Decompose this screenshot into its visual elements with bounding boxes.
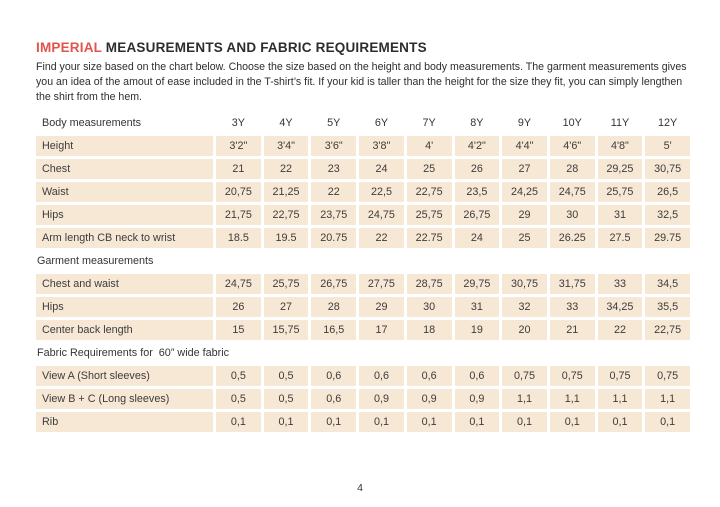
value-cell: 25,75 <box>598 182 643 202</box>
value-cell: 19.5 <box>264 228 309 248</box>
row-label: Rib <box>36 412 213 432</box>
value-cell: 5' <box>645 136 690 156</box>
value-cell: 29,25 <box>598 159 643 179</box>
row-label: Arm length CB neck to wrist <box>36 228 213 248</box>
value-cell: 35,5 <box>645 297 690 317</box>
value-cell: 0,9 <box>407 389 452 409</box>
row-label: Hips <box>36 297 213 317</box>
value-cell: 4'8" <box>598 136 643 156</box>
value-cell: 30 <box>407 297 452 317</box>
value-cell: 21 <box>216 159 261 179</box>
value-cell: 33 <box>598 274 643 294</box>
value-cell: 20,75 <box>216 182 261 202</box>
value-cell: 0,75 <box>645 366 690 386</box>
value-cell: 22.75 <box>407 228 452 248</box>
size-column-header: 9Y <box>517 117 532 129</box>
row-label: Waist <box>36 182 213 202</box>
value-cell: 0,1 <box>598 412 643 432</box>
value-cell: 25 <box>407 159 452 179</box>
value-cell: 21 <box>550 320 595 340</box>
value-cell: 34,5 <box>645 274 690 294</box>
value-cell: 26,75 <box>311 274 356 294</box>
value-cell: 26 <box>216 297 261 317</box>
value-cell: 23,5 <box>455 182 500 202</box>
row-label: Chest and waist <box>36 274 213 294</box>
value-cell: 22,75 <box>645 320 690 340</box>
size-column-header: 11Y <box>610 117 630 129</box>
section-header: Fabric Requirements for 60” wide fabric <box>37 347 230 359</box>
column-header-label: Body measurements <box>42 117 142 129</box>
value-cell: 0,9 <box>359 389 404 409</box>
value-cell: 0,75 <box>502 366 547 386</box>
value-cell: 0,6 <box>455 366 500 386</box>
value-cell: 3'8" <box>359 136 404 156</box>
value-cell: 0,75 <box>550 366 595 386</box>
value-cell: 32 <box>502 297 547 317</box>
row-label: View A (Short sleeves) <box>36 366 213 386</box>
row-label: Height <box>36 136 213 156</box>
value-cell: 26,5 <box>645 182 690 202</box>
value-cell: 23,75 <box>311 205 356 225</box>
size-column-header: 5Y <box>327 117 341 129</box>
row-label: Center back length <box>36 320 213 340</box>
intro-paragraph: Find your size based on the chart below. Choose the size based on the height and body measurements. The garment measurements gives you an idea of the amout of ease included in the T-shirt’s fit. If your kid is taller than the height for the size they fit, you can simply lengthen the shirt from the hem. <box>36 61 687 103</box>
value-cell: 0,6 <box>407 366 452 386</box>
value-cell: 0,1 <box>455 412 500 432</box>
value-cell: 31 <box>598 205 643 225</box>
size-column-header: 4Y <box>279 117 293 129</box>
size-table <box>36 113 690 432</box>
value-cell: 1,1 <box>502 389 547 409</box>
value-cell: 30 <box>550 205 595 225</box>
size-column-header: 6Y <box>374 117 389 129</box>
value-cell: 29.75 <box>645 228 690 248</box>
page-title-rest: MEASUREMENTS AND FABRIC REQUIREMENTS <box>101 40 427 55</box>
value-cell: 31 <box>455 297 500 317</box>
value-cell: 25,75 <box>407 205 452 225</box>
value-cell: 22,75 <box>264 205 309 225</box>
value-cell: 19 <box>455 320 500 340</box>
value-cell: 22 <box>598 320 643 340</box>
value-cell: 4'4" <box>502 136 547 156</box>
value-cell: 31,75 <box>550 274 595 294</box>
value-cell: 1,1 <box>598 389 643 409</box>
value-cell: 0,1 <box>645 412 690 432</box>
value-cell: 17 <box>359 320 404 340</box>
value-cell: 4'6" <box>550 136 595 156</box>
value-cell: 4'2" <box>455 136 500 156</box>
value-cell: 25 <box>502 228 547 248</box>
value-cell: 22 <box>264 159 309 179</box>
value-cell: 0,5 <box>216 366 261 386</box>
row-label: Hips <box>36 205 213 225</box>
value-cell: 33 <box>550 297 595 317</box>
value-cell: 18.5 <box>216 228 261 248</box>
value-cell: 30,75 <box>645 159 690 179</box>
value-cell: 20 <box>502 320 547 340</box>
value-cell: 0,75 <box>598 366 643 386</box>
value-cell: 0,6 <box>311 366 356 386</box>
value-cell: 25,75 <box>264 274 309 294</box>
value-cell: 15 <box>216 320 261 340</box>
value-cell: 24 <box>359 159 404 179</box>
value-cell: 0,5 <box>216 389 261 409</box>
row-label: View B + C (Long sleeves) <box>36 389 213 409</box>
value-cell: 34,25 <box>598 297 643 317</box>
value-cell: 27 <box>264 297 309 317</box>
section-header: Garment measurements <box>37 255 154 267</box>
value-cell: 20.75 <box>311 228 356 248</box>
size-column-header: 7Y <box>422 117 436 129</box>
value-cell: 26,75 <box>455 205 500 225</box>
value-cell: 0,1 <box>550 412 595 432</box>
value-cell: 23 <box>311 159 356 179</box>
value-cell: 0,1 <box>264 412 309 432</box>
value-cell: 3'4" <box>264 136 309 156</box>
value-cell: 29,75 <box>455 274 500 294</box>
value-cell: 0,6 <box>311 389 356 409</box>
value-cell: 3'2" <box>216 136 261 156</box>
value-cell: 22,75 <box>407 182 452 202</box>
value-cell: 24,75 <box>216 274 261 294</box>
size-column-header: 12Y <box>658 117 678 129</box>
value-cell: 24,75 <box>359 205 404 225</box>
size-column-header: 10Y <box>562 117 582 129</box>
value-cell: 0,1 <box>407 412 452 432</box>
value-cell: 1,1 <box>550 389 595 409</box>
value-cell: 22 <box>359 228 404 248</box>
value-cell: 21,75 <box>216 205 261 225</box>
value-cell: 21,25 <box>264 182 309 202</box>
value-cell: 0,1 <box>502 412 547 432</box>
value-cell: 15,75 <box>264 320 309 340</box>
value-cell: 0,9 <box>455 389 500 409</box>
value-cell: 24,75 <box>550 182 595 202</box>
size-column-header: 3Y <box>231 117 245 129</box>
value-cell: 29 <box>502 205 547 225</box>
value-cell: 16,5 <box>311 320 356 340</box>
value-cell: 0,6 <box>359 366 404 386</box>
value-cell: 24 <box>455 228 500 248</box>
value-cell: 27,75 <box>359 274 404 294</box>
page-number: 4 <box>357 482 363 494</box>
value-cell: 0,5 <box>264 389 309 409</box>
value-cell: 29 <box>359 297 404 317</box>
value-cell: 0,5 <box>264 366 309 386</box>
value-cell: 18 <box>407 320 452 340</box>
value-cell: 28 <box>550 159 595 179</box>
value-cell: 3'6" <box>311 136 356 156</box>
page-title <box>36 40 690 55</box>
value-cell: 24,25 <box>502 182 547 202</box>
value-cell: 0,1 <box>311 412 356 432</box>
row-label: Chest <box>36 159 213 179</box>
value-cell: 28,75 <box>407 274 452 294</box>
value-cell: 22 <box>311 182 356 202</box>
value-cell: 22,5 <box>359 182 404 202</box>
value-cell: 32,5 <box>645 205 690 225</box>
value-cell: 26.25 <box>550 228 595 248</box>
value-cell: 30,75 <box>502 274 547 294</box>
page-content <box>36 40 690 432</box>
size-column-header: 8Y <box>470 117 484 129</box>
value-cell: 27 <box>502 159 547 179</box>
value-cell: 1,1 <box>645 389 690 409</box>
value-cell: 0,1 <box>216 412 261 432</box>
page-title-highlight: IMPERIAL <box>36 40 102 55</box>
value-cell: 0,1 <box>359 412 404 432</box>
value-cell: 4' <box>407 136 452 156</box>
value-cell: 27.5 <box>598 228 643 248</box>
value-cell: 28 <box>311 297 356 317</box>
value-cell: 26 <box>455 159 500 179</box>
